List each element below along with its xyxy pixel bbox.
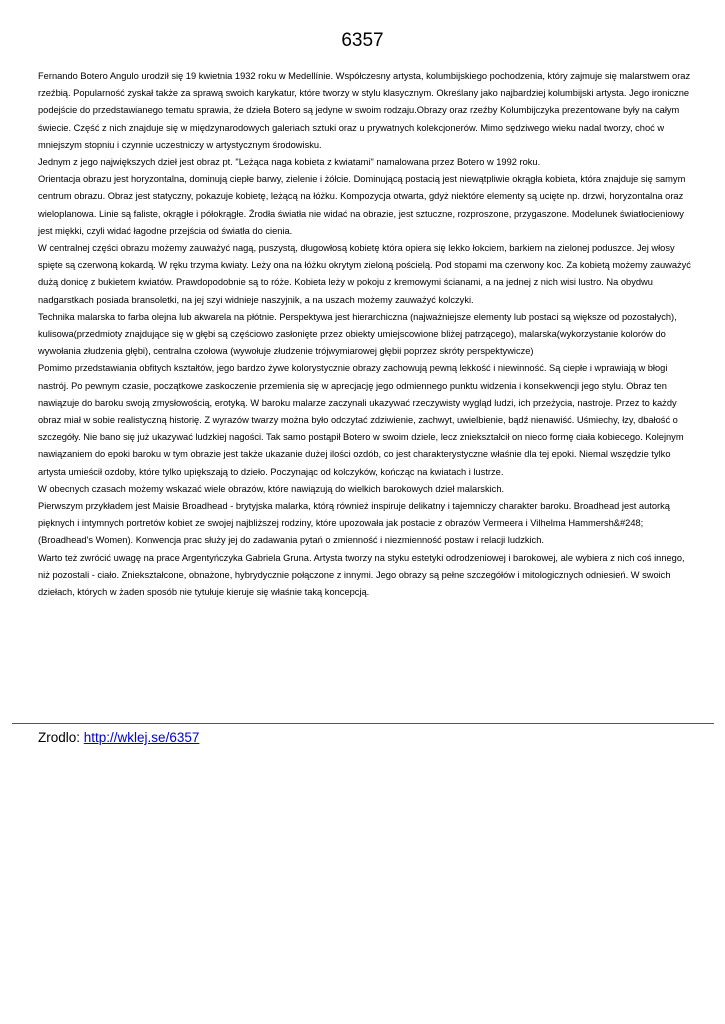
paragraph: Technika malarska to farba olejna lub akwarela na płótnie. Perspektywa jest hierarchiczna (najważniejsze elementy lub postaci są większe od pozostałych), kulisowa(przedmioty znajdujące się w głębi są częściowo zasłonięte przez obiekty umiejscowione bliżej patrzącego), malarska(wykorzystanie kolorów do wywołania złudzenia głębi), centralna czołowa (wywołuje złudzenie trójwymiarowej głębii poprzez skróty perspektywicze) (38, 311, 677, 357)
paragraph: Fernando Botero Angulo urodził się 19 kwietnia 1932 roku w Medellínie. Współczesny artysta, kolumbijskiego pochodzenia, który zajmuje się malarstwem oraz rzeźbią. Popularność zyskał także za sprawą swoich karykatur, które tworzy w stylu klasycznym. Określany jako najbardziej kolumbijski artysta. Jego ironiczne podejście do przedstawianego tematu sprawia, że dzieła Botero są jedyne w swoim rodzaju.Obrazy oraz rzeźby Kolumbijczyka prezentowane były na całym świecie. Część z nich znajduje się w międzynarodowych galeriach sztuki oraz u prywatnych kolekcjonerów. Mimo sędziwego wieku nadal tworzy, choć w mniejszym stopniu i czynnie uczestniczy w artystycznym środowisku. (38, 71, 691, 150)
page-title: 6357 (341, 30, 384, 51)
article-body (38, 68, 692, 601)
source-line (38, 729, 199, 746)
paragraph: Orientacja obrazu jest horyzontalna, dominują ciepłe barwy, zielenie i żółcie. Dominującą postacią jest niewątpliwie okrągła kobieta, która znajduje się samym centrum obrazu. Obraz jest statyczny, pokazuje kobietę, leżącą na łóżku. Kompozycja otwarta, gdyż niektóre elementy są ucięte np. drzwi, horyzontalna oraz wieloplanowa. Linie są faliste, okrągłe i półokrągłe. Źrodła światła nie widać na obrazie, jest sztuczne, rozproszone, przygaszone. Modelunek światłocieniowy jest miękki, czyli widać łagodne przejścia od światła do cienia. (38, 174, 686, 236)
paragraph: Warto też zwrócić uwagę na prace Argentyńczyka Gabriela Gruna. Artysta tworzy na styku estetyki odrodzeniowej i barokowej, ale wybiera z nich coś innego, niż pozostali - ciało. Zniekształcone, obnażone, hybrydycznie połączone z innymi. Jego obrazy są pełne szczegółów i mitologicznych odniesień. W swoich dziełach, których w żaden sposób nie tytułuje kieruje się właśnie taką koncepcją. (38, 552, 685, 598)
paragraph: Jednym z jego największych dzieł jest obraz pt. "Leżąca naga kobieta z kwiatami" namalowana przez Botero w 1992 roku. (38, 157, 541, 168)
paragraph: W obecnych czasach możemy wskazać wiele obrazów, które nawiązują do wielkich barokowych dzieł malarskich. (38, 483, 505, 494)
footer-divider (12, 723, 714, 724)
source-link[interactable]: http://wklej.se/6357 (83, 730, 200, 745)
paragraph: Pierwszym przykładem jest Maisie Broadhead - brytyjska malarka, którą również inspiruje delikatny i tajemniczy charakter baroku. Broadhead jest autorką pięknych i intymnych portretów kobiet ze swojej najbliższej rodziny, które upozowała jak postacie z obrazów Vermeera i Vilhelma Hammersh&#248; (Broadhead's Women). Konwencja prac służy jej do zadawania pytań o zmienność i niezmienność postaw i relacji ludzkich. (38, 501, 670, 546)
paragraph: Pomimo przedstawiania obfitych kształtów, jego bardzo żywe kolorystycznie obrazy zachowują pewną lekkość i niewinność. Są ciepłe i wprawiają w błogi nastrój. Po pewnym czasie, początkowe zaskoczenie przemienia się w aprecjację jego odmiennego punktu widzenia i konsekwencji jego stylu. Obraz ten nawiązuje do baroku swoją zmysłowością, erotyką. W baroku malarze zaczynali ukazywać rzeczywisty wygląd ludzi, ich przeżycia, nastroje. Przez to każdy obraz miał w sobie realistyczną historię. Z wyrazów twarzy można było odczytać zdziwienie, zachwyt, uwielbienie, bądź nienawiść. Uśmiechy, łzy, dbałość o szczegóły. Nie bano się już ukazywać ludzkiej nagości. Tak samo postąpił Botero w swoim dziele, lecz zniekształcił on nieco formę ciała kobiecego. Kolejnym nawiązaniem do epoki baroku w tym obrazie jest także ukazanie dużej ilości ozdób, co jest charakterystyczne właśnie dla tej epoki. Niemal wszędzie tylko artysta umieścił ozdoby, które tylko upiększają to dzieło. Poczynając od kolczyków, kończąc na kwiatach i lustrze. (38, 363, 684, 477)
paragraph: W centralnej części obrazu możemy zauważyć nagą, puszystą, długowłosą kobietę która opiera się lekko łokciem, barkiem na zielonej poduszce. Jej włosy spięte są czerwoną kokardą. W ręku trzyma kwiaty. Leży ona na łóżku okrytym zieloną pościelą. Pod stopami ma czerwony koc. Za kobietą możemy zauważyć dużą donicę z bukietem kwiatów. Prawdopodobnie są to róże. Kobieta leży w pokoju z kremowymi ścianami, a na jednej z nich wisi lustro. Na obydwu nadgarstkach posiada bransoletki, na jej szyi widnieje naszyjnik, a na uszach możemy zauważyć kolczyki. (38, 243, 691, 305)
source-label: Zrodlo: (38, 730, 84, 745)
